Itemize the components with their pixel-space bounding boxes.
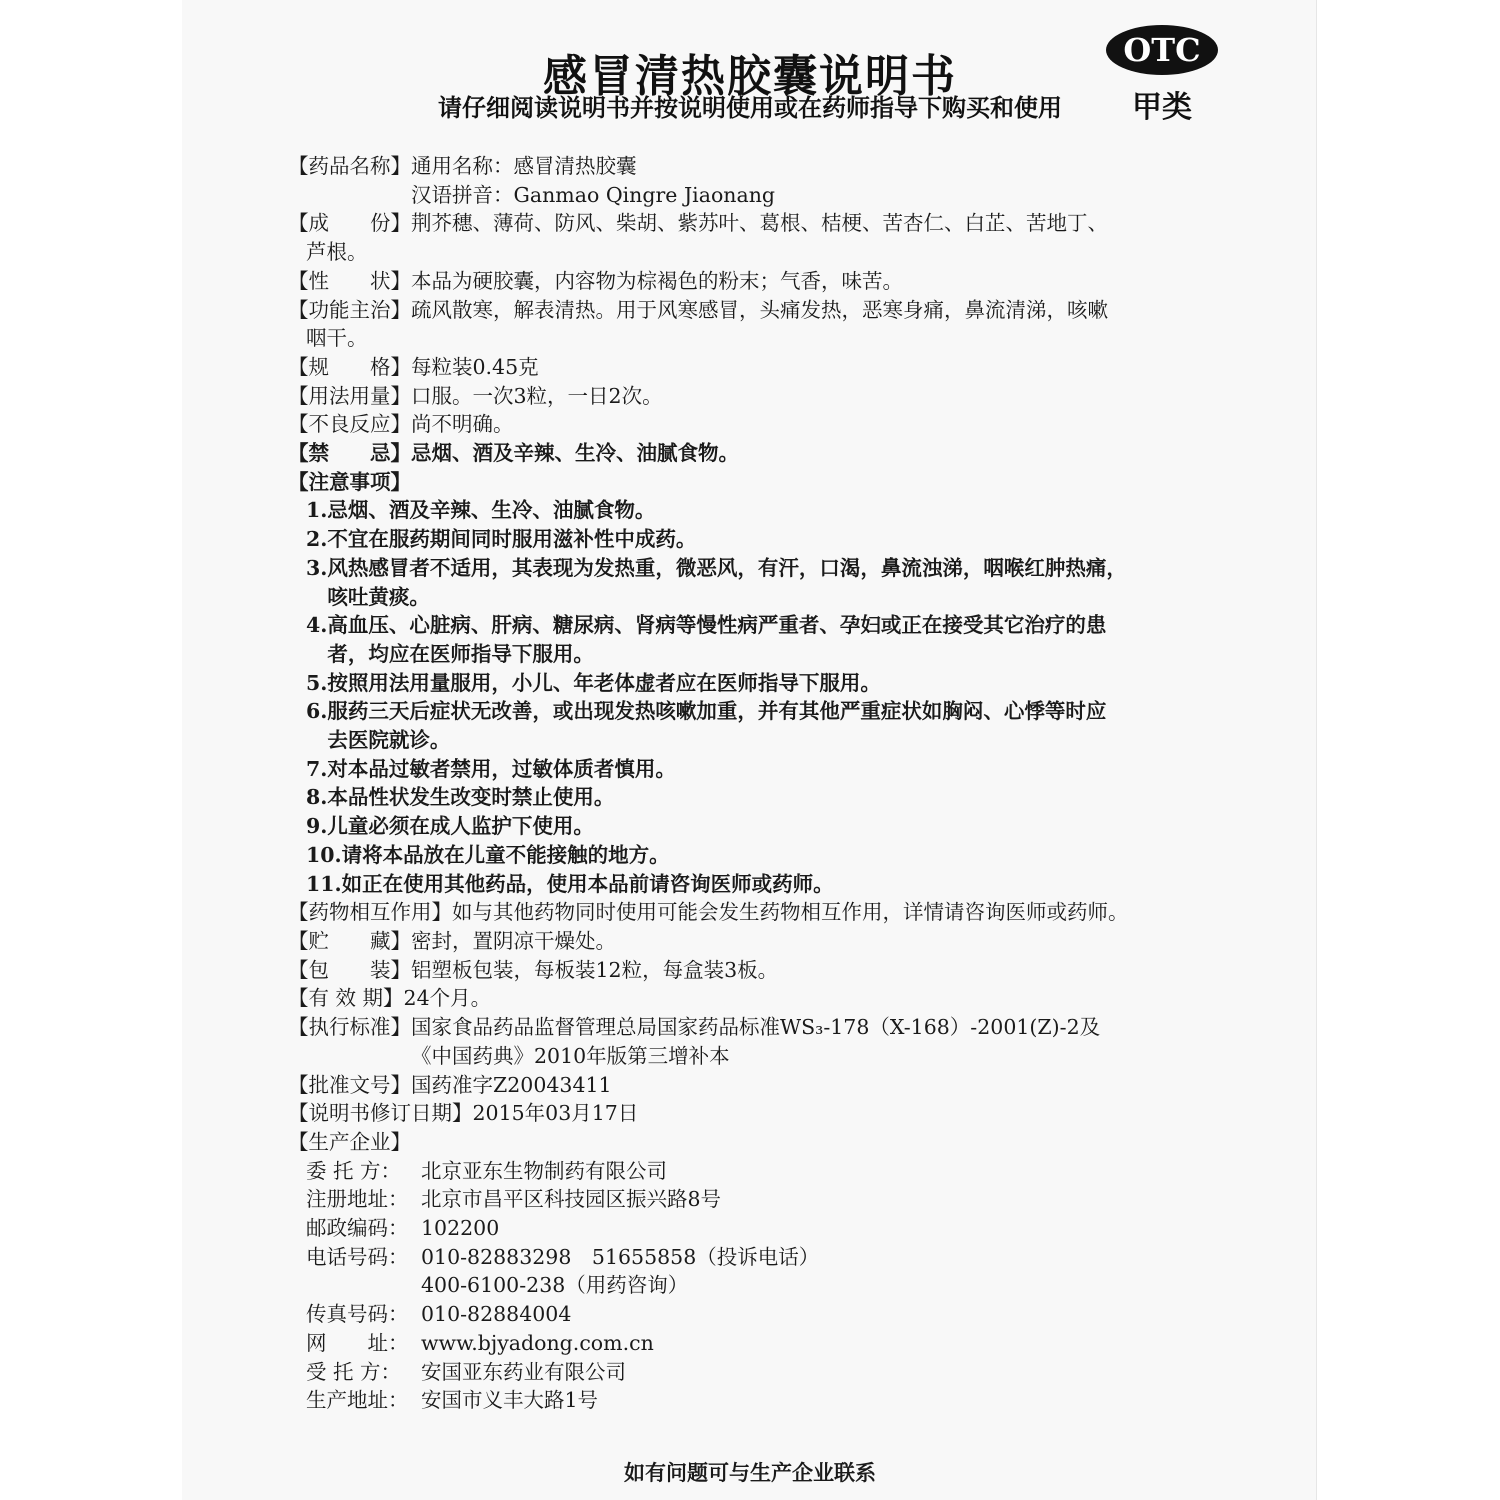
- section-approval: [288, 1071, 1218, 1100]
- manufacturer-field-label: 委 托 方：: [306, 1158, 402, 1183]
- description-label: 【性 状】: [288, 268, 411, 293]
- precautions-list: [288, 496, 1218, 898]
- manufacturer-field-value: 安国亚东药业有限公司: [421, 1359, 626, 1384]
- otc-badge: OTC: [1106, 25, 1218, 75]
- manufacturer-field-label: 传真号码：: [306, 1302, 409, 1327]
- manufacturer-row: [288, 1157, 1218, 1186]
- contraindications-value: 忌烟、酒及辛辣、生冷、油腻食物。: [411, 441, 739, 466]
- precaution-text-line: 请将本品放在儿童不能接触的地方。: [341, 842, 670, 867]
- section-description: [288, 267, 1218, 296]
- precaution-text-line: 风热感冒者不适用，其表现为发热重，微恶风，有汗，口渴，鼻流浊涕，咽喉红肿热痛，: [327, 555, 1127, 580]
- leaflet-content: [288, 152, 1218, 1415]
- section-adverse-reactions: [288, 410, 1218, 439]
- precaution-text-line: 高血压、心脏病、肝病、糖尿病、肾病等慢性病严重者、孕妇或正在接受其它治疗的患: [327, 613, 1107, 638]
- manufacturer-row: [288, 1329, 1218, 1358]
- precaution-item: [306, 870, 1218, 899]
- section-revision: [288, 1099, 1218, 1128]
- precaution-number: 6.: [306, 699, 328, 724]
- precaution-item: [306, 611, 1218, 668]
- manufacturer-field-value: 010-82883298 51655858（投诉电话）: [421, 1244, 820, 1269]
- precaution-item: [306, 669, 1218, 698]
- drug-name-label: 【药品名称】: [288, 154, 411, 178]
- specification-value: 每粒装0.45克: [411, 354, 539, 379]
- footer-contact-note: 如有问题可与生产企业联系: [624, 1461, 876, 1485]
- precaution-number: 5.: [306, 670, 328, 695]
- manufacturer-field-value: 北京市昌平区科技园区振兴路8号: [421, 1187, 722, 1212]
- packaging-label: 【包 装】: [288, 957, 411, 982]
- manufacturer-field-value: www.bjyadong.com.cn: [421, 1330, 654, 1355]
- manufacturer-field-value: 400-6100-238（用药咨询）: [421, 1273, 689, 1298]
- precaution-number: 10.: [306, 842, 342, 867]
- ingredients-line-1: 荆芥穗、薄荷、防风、柴胡、紫苏叶、葛根、桔梗、苦杏仁、白芷、苦地丁、: [411, 211, 1108, 236]
- approval-label: 【批准文号】: [288, 1072, 411, 1097]
- manufacturer-label: 【生产企业】: [288, 1129, 411, 1154]
- storage-value: 密封，置阴凉干燥处。: [411, 928, 616, 953]
- manufacturer-row: [288, 1243, 1218, 1300]
- manufacturer-field-value: 010-82884004: [421, 1302, 572, 1327]
- manufacturer-row: [288, 1300, 1218, 1329]
- revision-label: 【说明书修订日期】: [288, 1101, 473, 1126]
- contraindications-label: 【禁 忌】: [288, 441, 411, 466]
- manufacturer-list: [288, 1157, 1218, 1415]
- indications-label: 【功能主治】: [288, 297, 411, 322]
- revision-value: 2015年03月17日: [472, 1101, 639, 1126]
- manufacturer-field-label: 网 址：: [306, 1330, 409, 1355]
- manufacturer-field-value: 安国市义丰大路1号: [421, 1388, 599, 1413]
- precaution-text-line: 本品性状发生改变时禁止使用。: [327, 785, 615, 810]
- interactions-label: 【药物相互作用】: [288, 900, 452, 925]
- precaution-item: [306, 841, 1218, 870]
- section-indications: [288, 296, 1218, 353]
- precaution-text-line: 对本品过敏者禁用，过敏体质者慎用。: [327, 756, 676, 781]
- manufacturer-field-label: 生产地址：: [306, 1388, 409, 1413]
- manufacturer-field-label: 邮政编码：: [306, 1216, 409, 1241]
- precaution-number: 8.: [306, 785, 328, 810]
- manufacturer-row: [288, 1358, 1218, 1387]
- expiry-value: 24个月。: [403, 986, 492, 1011]
- drug-common-name: 通用名称：感冒清热胶囊: [411, 154, 637, 178]
- precaution-number: 9.: [306, 814, 328, 839]
- precaution-text-line: 去医院就诊。: [327, 728, 451, 753]
- section-drug-name: [288, 152, 1218, 209]
- precaution-item: [306, 525, 1218, 554]
- dosage-label: 【用法用量】: [288, 383, 411, 408]
- precaution-item: [306, 812, 1218, 841]
- section-contraindications: [288, 439, 1218, 468]
- expiry-label: 【有 效 期】: [288, 986, 404, 1011]
- precaution-number: 11.: [306, 871, 342, 896]
- manufacturer-field-value: 102200: [421, 1216, 500, 1241]
- precautions-label: 【注意事项】: [288, 469, 411, 494]
- precaution-text-line: 儿童必须在成人监护下使用。: [327, 814, 594, 839]
- standard-line-2: 《中国药典》2010年版第三增补本: [411, 1043, 730, 1068]
- precaution-text-line: 按照用法用量服用，小儿、年老体虚者应在医师指导下服用。: [327, 670, 881, 695]
- ingredients-line-2: 芦根。: [306, 240, 368, 265]
- section-standard: [288, 1013, 1218, 1070]
- packaging-value: 铝塑板包装，每板装12粒，每盒装3板。: [411, 957, 779, 982]
- manufacturer-row: [288, 1185, 1218, 1214]
- manufacturer-field-label: 注册地址：: [306, 1187, 409, 1212]
- section-storage: [288, 927, 1218, 956]
- section-ingredients: [288, 209, 1218, 266]
- precaution-number: 3.: [306, 555, 328, 580]
- standard-label: 【执行标准】: [288, 1015, 411, 1040]
- indications-line-2: 咽干。: [306, 326, 368, 351]
- document-subtitle: 请仔细阅读说明书并按说明使用或在药师指导下购买和使用: [438, 94, 1062, 122]
- precaution-text-line: 者，均应在医师指导下服用。: [327, 641, 594, 666]
- description-value: 本品为硬胶囊，内容物为棕褐色的粉末；气香，味苦。: [411, 268, 903, 293]
- section-expiry: [288, 984, 1218, 1013]
- precaution-text-line: 咳吐黄痰。: [327, 584, 430, 609]
- indications-line-1: 疏风散寒，解表清热。用于风寒感冒，头痛发热，恶寒身痛，鼻流清涕，咳嗽: [411, 297, 1108, 322]
- precaution-text-line: 不宜在服药期间同时服用滋补性中成药。: [327, 527, 697, 552]
- adverse-reactions-label: 【不良反应】: [288, 412, 411, 437]
- adverse-reactions-value: 尚不明确。: [411, 412, 514, 437]
- dosage-value: 口服。一次3粒，一日2次。: [411, 383, 663, 408]
- precaution-item: [306, 554, 1218, 611]
- precaution-number: 2.: [306, 527, 328, 552]
- storage-label: 【贮 藏】: [288, 928, 411, 953]
- section-dosage: [288, 382, 1218, 411]
- manufacturer-row: [288, 1386, 1218, 1415]
- manufacturer-field-value: 北京亚东生物制药有限公司: [421, 1158, 667, 1183]
- precaution-item: [306, 697, 1218, 754]
- precaution-number: 1.: [306, 498, 328, 523]
- precaution-number: 7.: [306, 756, 328, 781]
- drug-pinyin: 汉语拼音：Ganmao Qingre Jiaonang: [411, 182, 776, 207]
- manufacturer-row: [288, 1214, 1218, 1243]
- precaution-item: [306, 755, 1218, 784]
- section-packaging: [288, 956, 1218, 985]
- precaution-text-line: 忌烟、酒及辛辣、生冷、油腻食物。: [327, 498, 656, 523]
- precaution-text-line: 如正在使用其他药品，使用本品前请咨询医师或药师。: [341, 871, 834, 896]
- specification-label: 【规 格】: [288, 354, 411, 379]
- otc-class-label: 甲类: [1132, 90, 1192, 125]
- interactions-value: 如与其他药物同时使用可能会发生药物相互作用，详情请咨询医师或药师。: [452, 900, 1129, 925]
- section-specification: [288, 353, 1218, 382]
- standard-line-1: 国家食品药品监督管理总局国家药品标准WS₃-178（X-168）-2001(Z)-2及: [411, 1015, 1101, 1040]
- ingredients-label: 【成 份】: [288, 211, 411, 236]
- section-interactions: [288, 898, 1218, 927]
- precaution-item: [306, 496, 1218, 525]
- manufacturer-field-label: 受 托 方：: [306, 1359, 402, 1384]
- document-title: 感冒清热胶囊说明书: [543, 51, 957, 102]
- manufacturer-field-label: 电话号码：: [306, 1244, 409, 1269]
- approval-value: 国药准字Z20043411: [411, 1072, 612, 1097]
- precaution-number: 4.: [306, 613, 328, 638]
- precaution-item: [306, 783, 1218, 812]
- precaution-text-line: 服药三天后症状无改善，或出现发热咳嗽加重，并有其他严重症状如胸闷、心悸等时应: [327, 699, 1107, 724]
